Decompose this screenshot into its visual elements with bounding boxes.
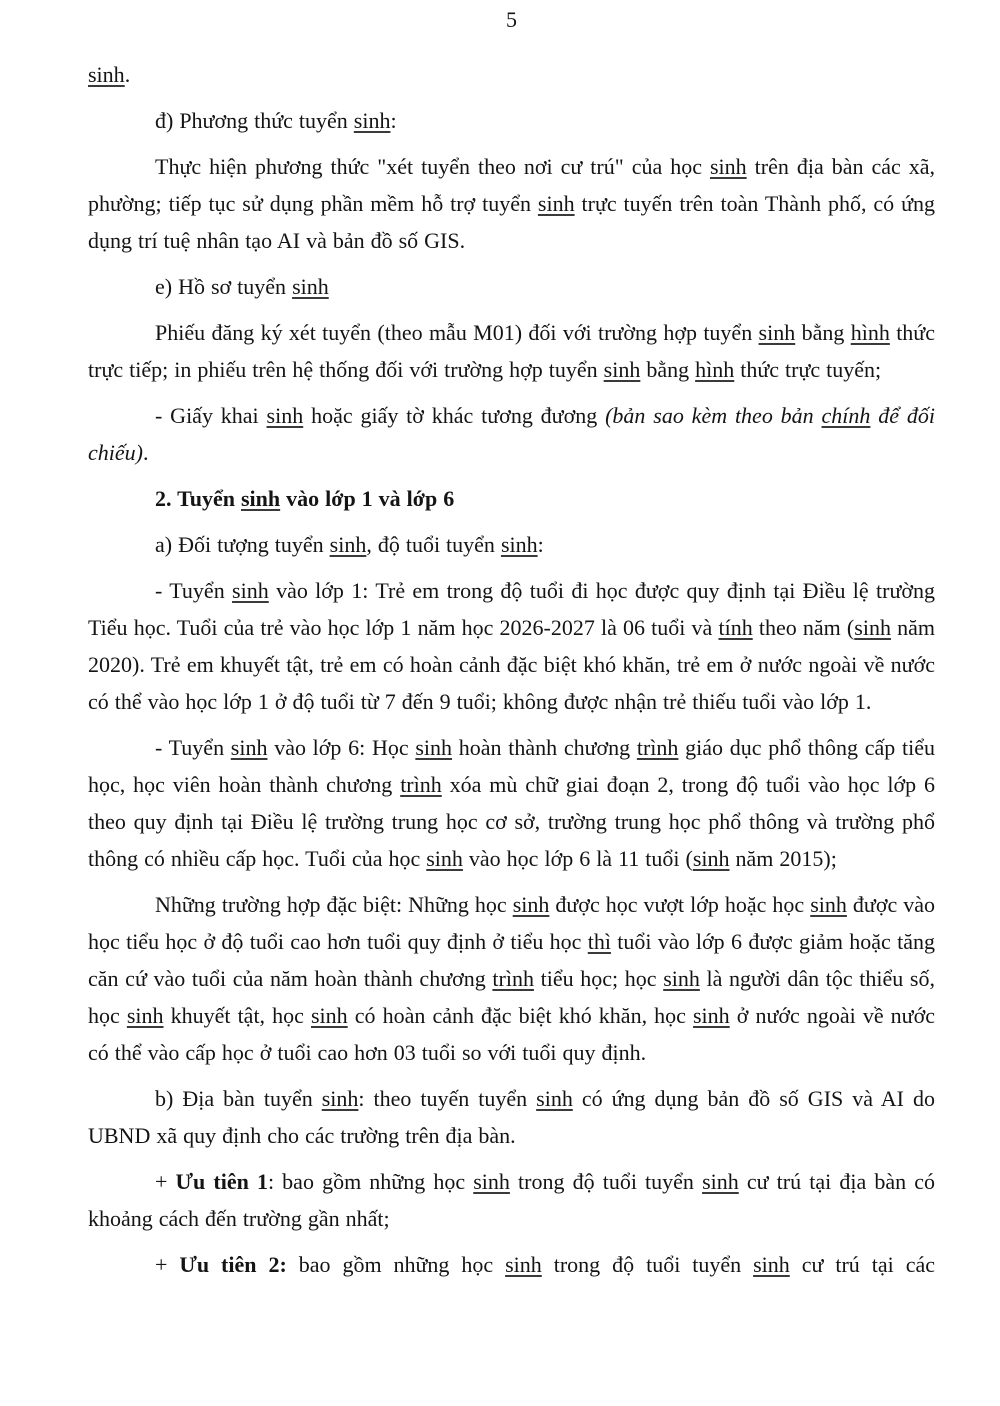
text-fragment: Thực hiện phương thức "xét tuyển theo nơi cư trú" của học <box>155 154 710 179</box>
underlined-word: sinh <box>603 357 641 382</box>
underlined-word: sinh <box>329 532 367 557</box>
underlined-word: sinh <box>505 1252 542 1277</box>
text-fragment: cư trú tại địa bàn có khoảng cách đến trường gần nhất; <box>88 1169 935 1231</box>
paragraph <box>88 480 935 517</box>
text-fragment: trên địa bàn các xã, phường; tiếp tục sử dụng phần mềm hỗ trợ tuyển <box>88 154 935 216</box>
text-run <box>155 274 329 299</box>
text-run <box>287 1252 935 1277</box>
text-fragment: để đối chiếu) <box>88 403 935 465</box>
underlined-word: sinh <box>663 966 700 991</box>
underlined-word: sinh <box>241 486 281 511</box>
underlined-word: sinh <box>693 1003 730 1028</box>
text-fragment: trực tuyến trên toàn Thành phố, có ứng dụng trí tuệ nhân tạo AI và bản đồ số GIS. <box>88 191 936 253</box>
text-fragment: 2. Tuyển <box>155 486 241 511</box>
underlined-word: thì <box>587 929 611 954</box>
text-fragment: e) Hồ sơ tuyển <box>155 274 293 299</box>
text-fragment: Ưu tiên 2: <box>179 1252 287 1277</box>
text-run <box>143 440 149 465</box>
text-fragment: Ưu tiên 1 <box>175 1169 268 1194</box>
text-fragment: trong độ tuổi tuyển <box>509 1169 703 1194</box>
text-fragment: thức trực tuyến; <box>734 357 882 382</box>
text-fragment: thức trực tiếp; in phiếu trên hệ thống đối với trường hợp tuyển <box>88 320 935 382</box>
page-number: 5 <box>506 7 517 32</box>
underlined-word: sinh <box>709 154 747 179</box>
paragraph <box>88 1080 935 1154</box>
text-fragment: cư trú tại các <box>789 1252 935 1277</box>
text-run <box>88 735 935 871</box>
text-fragment: vào lớp 1: Trẻ em trong độ tuổi đi học được quy định tại Điều lệ trường Tiểu học. Tuổi của trẻ vào học lớp 1 năm học 2026-2027 là 06 tuổi và <box>88 578 935 640</box>
underlined-word: sinh <box>415 735 453 760</box>
text-run <box>88 892 935 1065</box>
text-fragment: - Tuyển <box>155 735 231 760</box>
text-fragment: + <box>155 1169 176 1194</box>
text-fragment: Những trường hợp đặc biệt: Những học <box>155 892 513 917</box>
underlined-word: sinh <box>321 1086 359 1111</box>
text-run <box>88 1086 935 1148</box>
underlined-word: trình <box>636 735 679 760</box>
text-run <box>155 532 544 557</box>
underlined-word: sinh <box>692 846 730 871</box>
text-fragment: - Giấy khai <box>155 403 267 428</box>
underlined-word: sinh <box>426 846 463 871</box>
text-fragment: . <box>142 440 149 465</box>
underlined-word: sinh <box>753 1252 790 1277</box>
underlined-word: trình <box>492 966 534 991</box>
text-fragment: xóa mù chữ giai đoạn 2, trong độ tuổi vào học lớp 6 theo quy định tại Điều lệ trường trung học cơ sở, trường trung học phổ thông và trường phổ thông có nhiều cấp học. Tuổi của học <box>88 772 936 871</box>
underlined-word: sinh <box>230 735 268 760</box>
text-fragment: hoặc giấy tờ khác tương đương <box>303 403 606 428</box>
underlined-word: hình <box>695 357 735 382</box>
text-fragment: b) Địa bàn tuyển <box>155 1086 322 1111</box>
text-fragment: là người dân tộc thiểu số, học <box>88 966 935 1028</box>
paragraph <box>88 56 935 93</box>
underlined-word: sinh <box>536 1086 573 1111</box>
text-fragment: : <box>390 108 397 133</box>
underlined-word: sinh <box>126 1003 164 1028</box>
underlined-word: sinh <box>232 578 269 603</box>
paragraph <box>88 729 935 877</box>
text-fragment: (bản sao kèm theo bản <box>605 403 822 428</box>
underlined-word: hình <box>850 320 890 345</box>
underlined-word: tính <box>718 615 753 640</box>
text-fragment: Phiếu đăng ký xét tuyển (theo mẫu M01) đối với trường hợp tuyển <box>155 320 759 345</box>
paragraph <box>88 886 935 1071</box>
text-run <box>88 62 130 87</box>
underlined-word: sinh <box>266 403 304 428</box>
underlined-word: trình <box>400 772 442 797</box>
text-fragment: giáo dục phổ thông cấp tiểu học, học viên hoàn thành chương <box>88 735 935 797</box>
paragraph <box>88 1163 935 1237</box>
text-fragment: tiểu học; học <box>533 966 664 991</box>
text-fragment: vào học lớp 6 là 11 tuổi ( <box>462 846 693 871</box>
underlined-word: sinh <box>854 615 891 640</box>
text-run <box>88 578 935 714</box>
text-fragment: : <box>537 532 544 557</box>
text-fragment: a) Đối tượng tuyển <box>155 532 330 557</box>
text-run <box>155 1252 179 1277</box>
text-fragment: + <box>155 1252 180 1277</box>
text-fragment: - Tuyển <box>155 578 233 603</box>
text-fragment: khuyết tật, học <box>163 1003 311 1028</box>
underlined-word: sinh <box>702 1169 739 1194</box>
text-fragment: ở nước ngoài về nước có thể vào cấp học ở tuổi cao hơn 03 tuổi so với tuổi quy định. <box>88 1003 936 1065</box>
underlined-word: chính <box>821 403 871 428</box>
text-fragment: bao gồm những học <box>286 1252 506 1277</box>
text-fragment: theo năm ( <box>752 615 855 640</box>
paragraph <box>88 148 935 259</box>
underlined-word: sinh <box>537 191 575 216</box>
text-fragment: đ) Phương thức tuyển <box>155 108 354 133</box>
text-fragment: vào lớp 1 và lớp 6 <box>280 486 455 511</box>
underlined-word: sinh <box>88 62 125 87</box>
text-fragment: năm 2020). Trẻ em khuyết tật, trẻ em có hoàn cảnh đặc biệt khó khăn, trẻ em ở nước ngoài về nước có thể vào học lớp 1 ở độ tuổi từ 7 đến 9 tuổi; không được nhận trẻ thiếu tuổi vào lớp 1. <box>88 615 935 714</box>
text-fragment: có hoàn cảnh đặc biệt khó khăn, học <box>347 1003 693 1028</box>
text-fragment: vào lớp 6: Học <box>267 735 416 760</box>
text-fragment: : bao gồm những học <box>267 1169 474 1194</box>
text-fragment: : theo tuyến tuyển <box>358 1086 537 1111</box>
underlined-word: sinh <box>473 1169 510 1194</box>
underlined-word: sinh <box>500 532 538 557</box>
text-fragment: năm 2015); <box>729 846 837 871</box>
text-run <box>88 154 935 253</box>
underlined-word: sinh <box>310 1003 348 1028</box>
text-fragment: bằng <box>795 320 851 345</box>
underlined-word: sinh <box>292 274 329 299</box>
text-fragment: được vào học tiểu học ở độ tuổi cao hơn tuổi quy định ở tiểu học <box>88 892 936 954</box>
text-run <box>179 1252 286 1277</box>
underlined-word: sinh <box>810 892 847 917</box>
paragraph <box>88 268 935 305</box>
text-run <box>155 108 397 133</box>
text-fragment: . <box>124 62 131 87</box>
underlined-word: sinh <box>758 320 796 345</box>
text-fragment: được học vượt lớp hoặc học <box>549 892 811 917</box>
text-fragment: hoàn thành chương <box>452 735 637 760</box>
text-fragment: trong độ tuổi tuyển <box>541 1252 754 1277</box>
underlined-word: sinh <box>512 892 550 917</box>
text-run <box>88 320 935 382</box>
text-fragment: bằng <box>640 357 696 382</box>
underlined-word: sinh <box>353 108 391 133</box>
text-run <box>155 486 454 511</box>
paragraph <box>88 572 935 720</box>
text-fragment: có ứng dụng bản đồ số GIS và AI do UBND xã quy định cho các trường trên địa bàn. <box>88 1086 936 1148</box>
document-body <box>88 56 935 1283</box>
text-fragment: tuổi vào lớp 6 được giảm hoặc tăng căn cứ vào tuổi của năm hoàn thành chương <box>88 929 935 991</box>
text-run <box>155 403 605 428</box>
paragraph <box>88 397 935 471</box>
text-run <box>176 1169 268 1194</box>
paragraph <box>88 526 935 563</box>
paragraph <box>88 314 935 388</box>
text-run <box>155 1169 176 1194</box>
paragraph <box>88 1246 935 1283</box>
paragraph <box>88 102 935 139</box>
text-fragment: , độ tuổi tuyển <box>366 532 501 557</box>
